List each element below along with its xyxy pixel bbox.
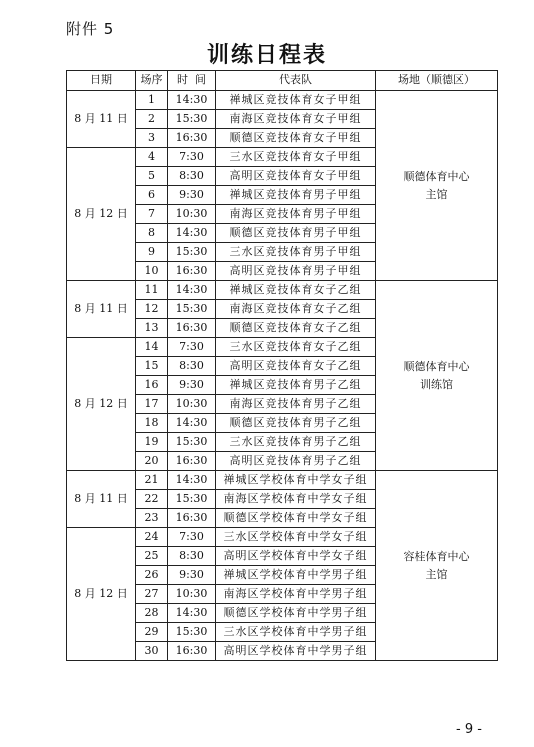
team-cell: 高明区竞技体育女子甲组 bbox=[216, 167, 376, 186]
time-cell: 10:30 bbox=[168, 585, 216, 604]
time-cell: 14:30 bbox=[168, 604, 216, 623]
order-cell: 4 bbox=[136, 148, 168, 167]
order-cell: 7 bbox=[136, 205, 168, 224]
venue-hall: 训练馆 bbox=[420, 377, 453, 391]
time-cell: 16:30 bbox=[168, 129, 216, 148]
date-cell: 8 月 11 日 bbox=[67, 471, 136, 528]
time-cell: 16:30 bbox=[168, 262, 216, 281]
table-row bbox=[67, 281, 498, 300]
order-cell: 2 bbox=[136, 110, 168, 129]
order-cell: 9 bbox=[136, 243, 168, 262]
team-cell: 南海区竞技体育女子乙组 bbox=[216, 300, 376, 319]
table-header-row bbox=[67, 71, 498, 91]
order-cell: 25 bbox=[136, 547, 168, 566]
team-cell: 禅城区学校体育中学女子组 bbox=[216, 471, 376, 490]
time-cell: 16:30 bbox=[168, 319, 216, 338]
team-cell: 三水区学校体育中学男子组 bbox=[216, 623, 376, 642]
time-cell: 9:30 bbox=[168, 566, 216, 585]
order-cell: 19 bbox=[136, 433, 168, 452]
team-cell: 南海区学校体育中学女子组 bbox=[216, 490, 376, 509]
time-cell: 15:30 bbox=[168, 110, 216, 129]
date-cell: 8 月 12 日 bbox=[67, 148, 136, 281]
team-cell: 禅城区竞技体育女子甲组 bbox=[216, 91, 376, 110]
order-cell: 28 bbox=[136, 604, 168, 623]
team-cell: 三水区竞技体育男子乙组 bbox=[216, 433, 376, 452]
order-cell: 3 bbox=[136, 129, 168, 148]
team-cell: 南海区竞技体育女子甲组 bbox=[216, 110, 376, 129]
order-cell: 13 bbox=[136, 319, 168, 338]
team-cell: 高明区学校体育中学男子组 bbox=[216, 642, 376, 661]
time-cell: 7:30 bbox=[168, 528, 216, 547]
team-cell: 南海区竞技体育男子甲组 bbox=[216, 205, 376, 224]
time-cell: 14:30 bbox=[168, 224, 216, 243]
column-header-venue: 场地（顺德区） bbox=[376, 71, 498, 91]
order-cell: 21 bbox=[136, 471, 168, 490]
time-cell: 15:30 bbox=[168, 490, 216, 509]
team-cell: 三水区竞技体育男子甲组 bbox=[216, 243, 376, 262]
time-cell: 10:30 bbox=[168, 205, 216, 224]
time-cell: 9:30 bbox=[168, 186, 216, 205]
order-cell: 5 bbox=[136, 167, 168, 186]
team-cell: 顺德区竞技体育男子甲组 bbox=[216, 224, 376, 243]
date-cell: 8 月 11 日 bbox=[67, 281, 136, 338]
schedule-table bbox=[66, 70, 498, 661]
venue-name: 顺德体育中心 bbox=[403, 169, 470, 183]
table-row bbox=[67, 91, 498, 110]
date-cell: 8 月 12 日 bbox=[67, 528, 136, 661]
attachment-label: 附件 5 bbox=[66, 20, 115, 38]
time-cell: 15:30 bbox=[168, 623, 216, 642]
order-cell: 8 bbox=[136, 224, 168, 243]
time-cell: 15:30 bbox=[168, 433, 216, 452]
order-cell: 11 bbox=[136, 281, 168, 300]
venue-hall: 主馆 bbox=[425, 187, 448, 201]
time-cell: 8:30 bbox=[168, 357, 216, 376]
order-cell: 18 bbox=[136, 414, 168, 433]
page-title: 训练日程表 bbox=[206, 43, 327, 68]
team-cell: 三水区竞技体育女子乙组 bbox=[216, 338, 376, 357]
team-cell: 南海区竞技体育男子乙组 bbox=[216, 395, 376, 414]
team-cell: 三水区学校体育中学女子组 bbox=[216, 528, 376, 547]
venue-cell bbox=[376, 91, 498, 281]
schedule-body bbox=[67, 91, 498, 661]
team-cell: 禅城区学校体育中学男子组 bbox=[216, 566, 376, 585]
order-cell: 14 bbox=[136, 338, 168, 357]
team-cell: 禅城区竞技体育男子乙组 bbox=[216, 376, 376, 395]
date-cell: 8 月 12 日 bbox=[67, 338, 136, 471]
time-cell: 7:30 bbox=[168, 338, 216, 357]
time-cell: 7:30 bbox=[168, 148, 216, 167]
time-cell: 16:30 bbox=[168, 452, 216, 471]
column-header-date: 日期 bbox=[67, 71, 136, 91]
time-cell: 9:30 bbox=[168, 376, 216, 395]
team-cell: 顺德区竞技体育男子乙组 bbox=[216, 414, 376, 433]
team-cell: 禅城区竞技体育男子甲组 bbox=[216, 186, 376, 205]
time-cell: 14:30 bbox=[168, 281, 216, 300]
order-cell: 24 bbox=[136, 528, 168, 547]
order-cell: 15 bbox=[136, 357, 168, 376]
team-cell: 禅城区竞技体育女子乙组 bbox=[216, 281, 376, 300]
order-cell: 23 bbox=[136, 509, 168, 528]
time-cell: 8:30 bbox=[168, 547, 216, 566]
time-cell: 15:30 bbox=[168, 243, 216, 262]
column-header-order: 场序 bbox=[136, 71, 168, 91]
order-cell: 27 bbox=[136, 585, 168, 604]
order-cell: 29 bbox=[136, 623, 168, 642]
team-cell: 顺德区竞技体育女子乙组 bbox=[216, 319, 376, 338]
time-cell: 14:30 bbox=[168, 91, 216, 110]
order-cell: 6 bbox=[136, 186, 168, 205]
time-cell: 16:30 bbox=[168, 509, 216, 528]
order-cell: 30 bbox=[136, 642, 168, 661]
order-cell: 17 bbox=[136, 395, 168, 414]
time-cell: 10:30 bbox=[168, 395, 216, 414]
order-cell: 16 bbox=[136, 376, 168, 395]
table-row bbox=[67, 471, 498, 490]
team-cell: 南海区学校体育中学男子组 bbox=[216, 585, 376, 604]
time-cell: 16:30 bbox=[168, 642, 216, 661]
team-cell: 三水区竞技体育女子甲组 bbox=[216, 148, 376, 167]
column-header-team: 代表队 bbox=[216, 71, 376, 91]
time-cell: 8:30 bbox=[168, 167, 216, 186]
team-cell: 高明区竞技体育男子甲组 bbox=[216, 262, 376, 281]
team-cell: 顺德区学校体育中学女子组 bbox=[216, 509, 376, 528]
team-cell: 顺德区学校体育中学男子组 bbox=[216, 604, 376, 623]
page-number: - 9 - bbox=[456, 722, 482, 737]
venue-name: 顺德体育中心 bbox=[403, 359, 470, 373]
team-cell: 高明区竞技体育男子乙组 bbox=[216, 452, 376, 471]
order-cell: 26 bbox=[136, 566, 168, 585]
column-header-time: 时 间 bbox=[168, 71, 216, 91]
order-cell: 12 bbox=[136, 300, 168, 319]
order-cell: 20 bbox=[136, 452, 168, 471]
team-cell: 顺德区竞技体育女子甲组 bbox=[216, 129, 376, 148]
team-cell: 高明区竞技体育女子乙组 bbox=[216, 357, 376, 376]
venue-name: 容桂体育中心 bbox=[403, 549, 470, 563]
time-cell: 15:30 bbox=[168, 300, 216, 319]
time-cell: 14:30 bbox=[168, 414, 216, 433]
order-cell: 10 bbox=[136, 262, 168, 281]
time-cell: 14:30 bbox=[168, 471, 216, 490]
date-cell: 8 月 11 日 bbox=[67, 91, 136, 148]
venue-cell bbox=[376, 471, 498, 661]
order-cell: 22 bbox=[136, 490, 168, 509]
venue-hall: 主馆 bbox=[425, 567, 448, 581]
venue-cell bbox=[376, 281, 498, 471]
team-cell: 高明区学校体育中学女子组 bbox=[216, 547, 376, 566]
order-cell: 1 bbox=[136, 91, 168, 110]
